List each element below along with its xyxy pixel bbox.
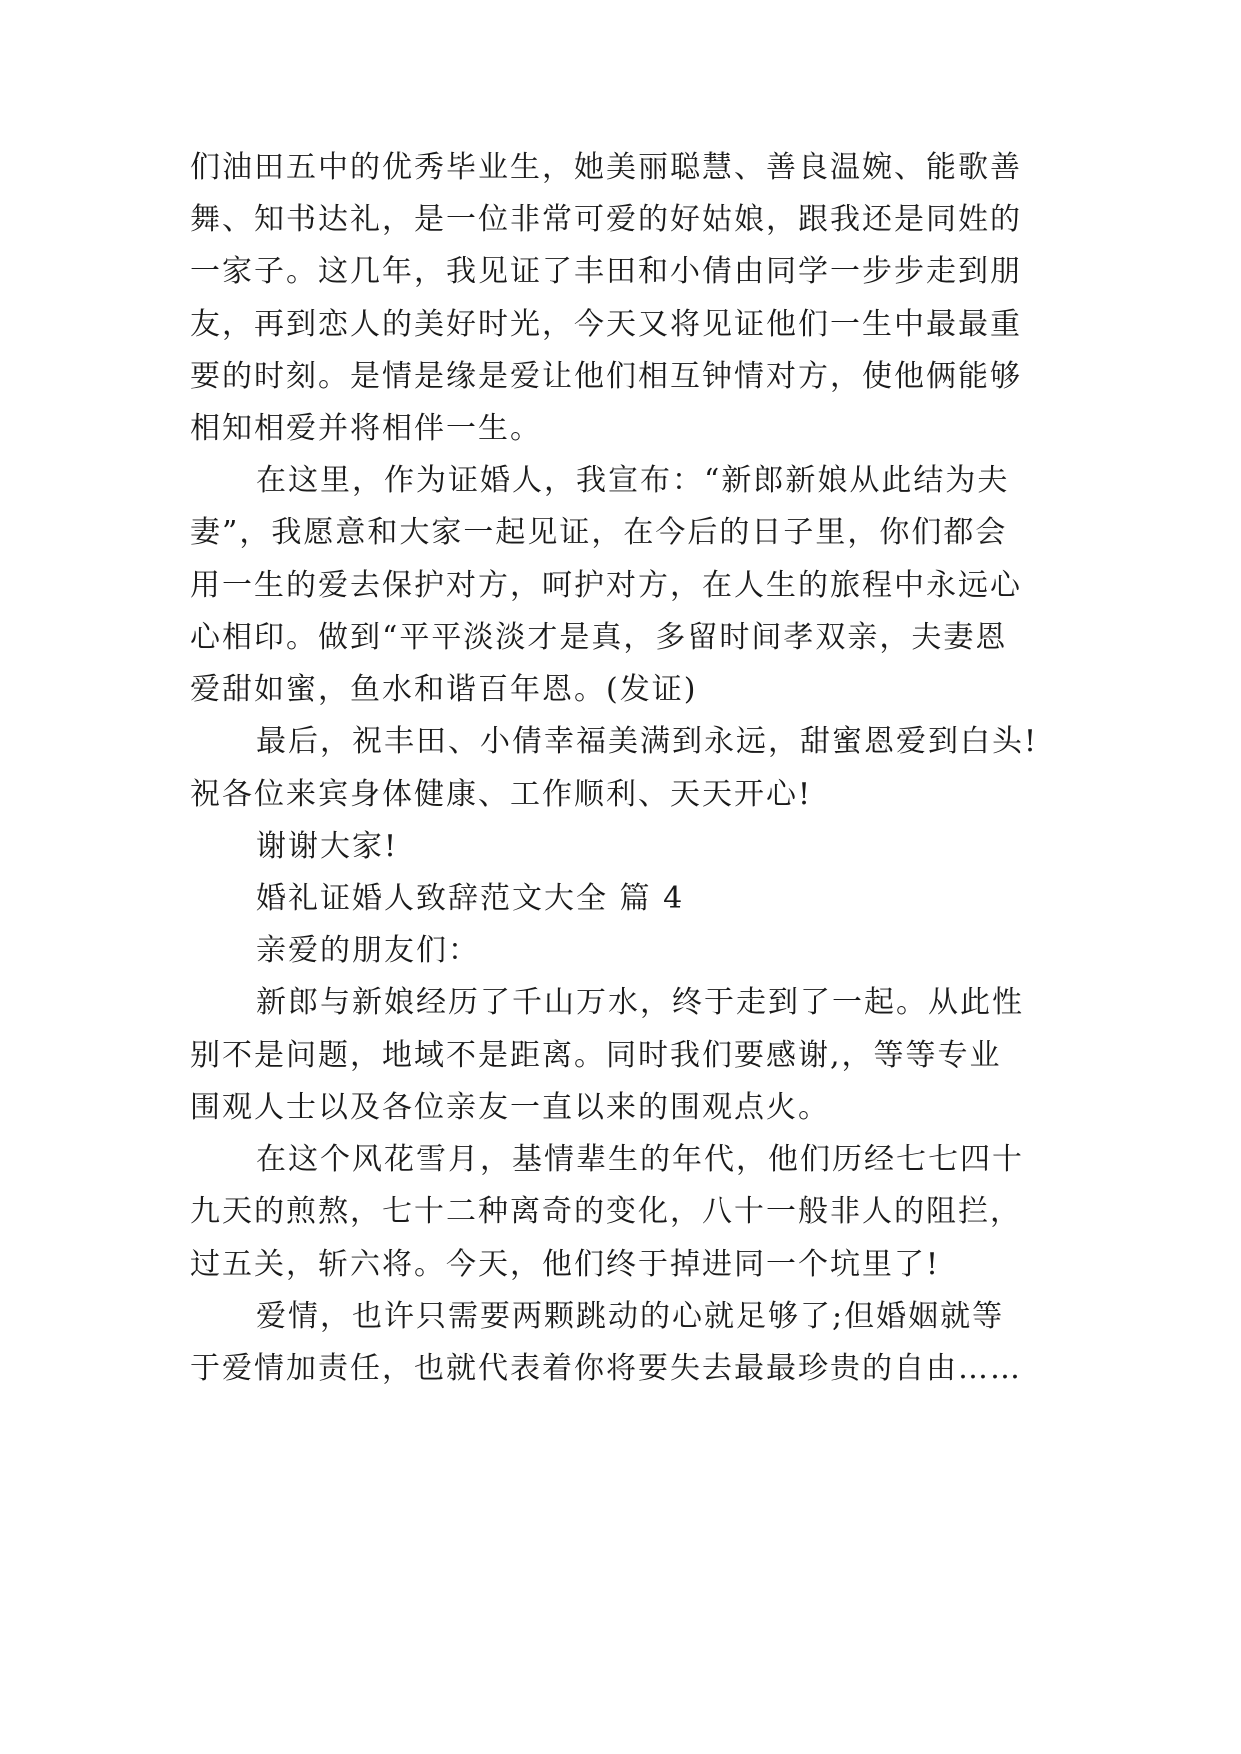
section-heading: 婚礼证婚人致辞范文大全 篇 4 <box>256 881 685 916</box>
paragraph-line: 谢谢大家! <box>256 829 399 864</box>
paragraph-line: 祝各位来宾身体健康、工作顺利、天天开心! <box>190 777 813 812</box>
paragraph-line: 围观人士以及各位亲友一直以来的围观点火。 <box>190 1090 830 1125</box>
paragraph-line: 过五关，斩六将。今天，他们终于掉进同一个坑里了! <box>190 1247 941 1282</box>
paragraph-line: 用一生的爱去保护对方，呵护对方，在人生的旅程中永远心 <box>190 568 1022 603</box>
paragraph-line: 在这个风花雪月，基情辈生的年代，他们历经七七四十 <box>256 1142 1024 1177</box>
paragraph-line: 爱情，也许只需要两颗跳动的心就足够了;但婚姻就等 <box>256 1299 1005 1334</box>
paragraph-line: 妻”，我愿意和大家一起见证，在今后的日子里，你们都会 <box>190 515 1008 550</box>
paragraph-line: 一家子。这几年，我见证了丰田和小倩由同学一步步走到朋 <box>190 254 1022 289</box>
paragraph-line: 相知相爱并将相伴一生。 <box>190 411 542 446</box>
paragraph-line: 们油田五中的优秀毕业生，她美丽聪慧、善良温婉、能歌善 <box>190 150 1022 185</box>
paragraph-line: 要的时刻。是情是缘是爱让他们相互钟情对方，使他俩能够 <box>190 359 1022 394</box>
paragraph-line: 九天的煎熬，七十二种离奇的变化，八十一般非人的阻拦， <box>190 1194 1022 1229</box>
paragraph-line: 新郎与新娘经历了千山万水，终于走到了一起。从此性 <box>256 985 1024 1020</box>
salutation: 亲爱的朋友们： <box>256 933 480 968</box>
paragraph-line: 心相印。做到“平平淡淡才是真，多留时间孝双亲，夫妻恩 <box>190 620 1008 655</box>
paragraph-line: 友，再到恋人的美好时光，今天又将见证他们一生中最最重 <box>190 307 1022 342</box>
paragraph-line: 在这里，作为证婚人，我宣布：“新郎新娘从此结为夫 <box>256 463 1010 498</box>
paragraph-line: 爱甜如蜜，鱼水和谐百年恩。(发证) <box>190 672 698 707</box>
paragraph-line: 于爱情加责任，也就代表着你将要失去最最珍贵的自由…… <box>190 1351 1022 1386</box>
paragraph-line: 舞、知书达礼，是一位非常可爱的好姑娘，跟我还是同姓的 <box>190 202 1022 237</box>
paragraph-line: 别不是问题，地域不是距离。同时我们要感谢,，等等专业 <box>190 1038 1002 1073</box>
paragraph-line: 最后，祝丰田、小倩幸福美满到永远，甜蜜恩爱到白头! <box>256 724 1039 759</box>
